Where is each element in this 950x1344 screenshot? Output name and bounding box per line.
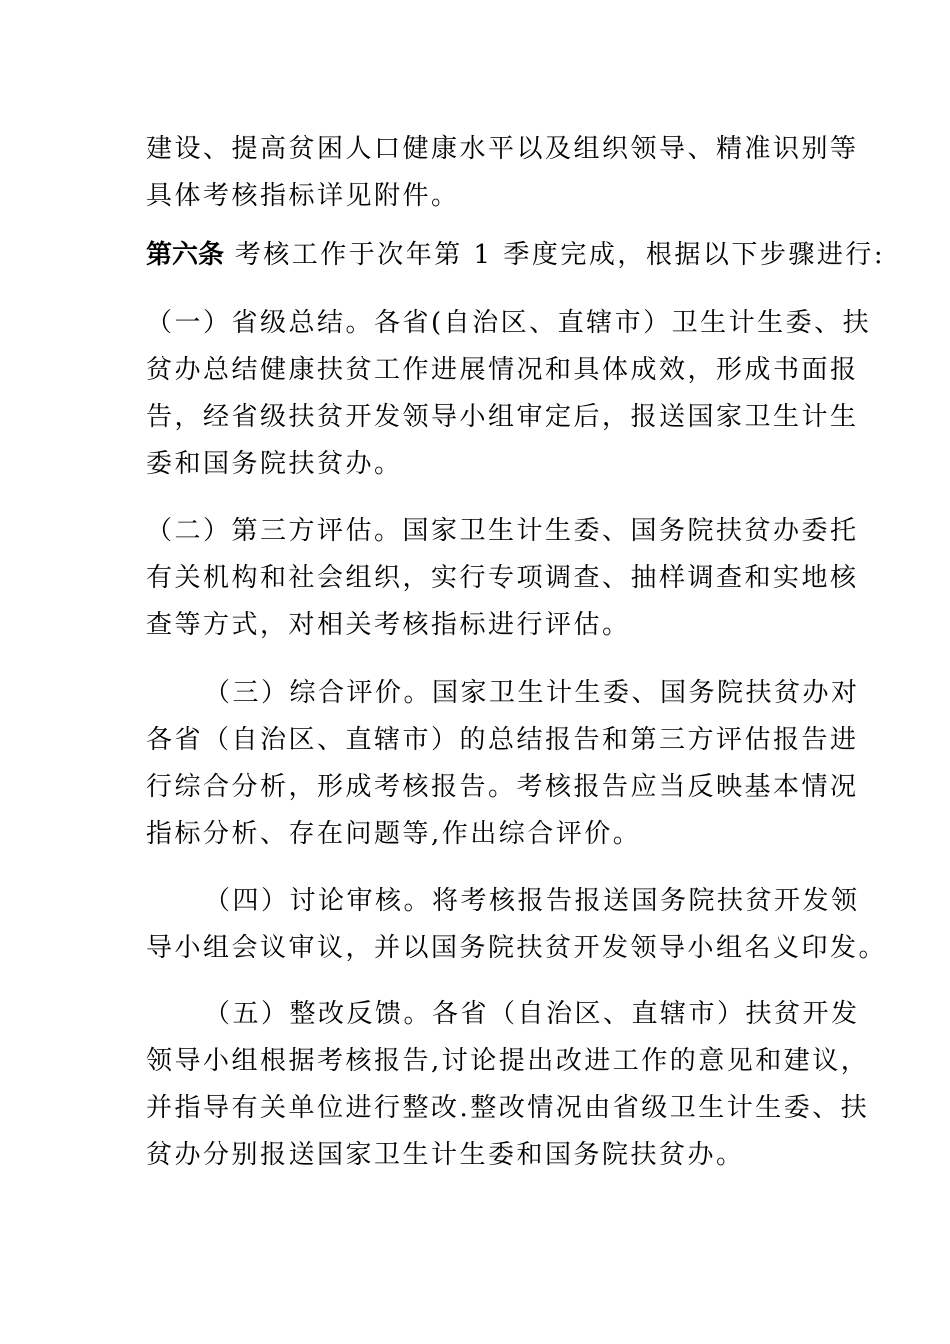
paragraph-step-three <box>146 670 860 858</box>
text-line: 委和国务院扶贫办。 <box>146 449 403 479</box>
text-line: 贫办总结健康扶贫工作进展情况和具体成效，形成书面报 <box>146 355 859 385</box>
article-text: 考核工作于次年第 1 季度完成，根据以下步骤进行: <box>224 240 886 270</box>
text-line: 指标分析、存在问题等,作出综合评价。 <box>146 819 642 849</box>
text-line: （四）讨论审核。将考核报告报送国务院扶贫开发领 <box>204 886 860 916</box>
text-line: （二）第三方评估。国家卫生计生委、国务院扶贫办委托 <box>146 516 859 546</box>
article-heading: 第六条 <box>146 240 225 270</box>
text-line: 行综合分析，形成考核报告。考核报告应当反映基本情况 <box>146 772 859 802</box>
article-six <box>146 232 886 279</box>
text-line: 建设、提高贫困人口健康水平以及组织领导、精准识别等 <box>146 134 859 164</box>
text-line: 具体考核指标详见附件。 <box>146 181 460 211</box>
text-line: （三）综合评价。国家卫生计生委、国务院扶贫办对 <box>204 678 860 708</box>
text-line: 有关机构和社会组织，实行专项调查、抽样调查和实地核 <box>146 563 859 593</box>
text-line: 并指导有关单位进行整改.整改情况由省级卫生计生委、扶 <box>146 1093 870 1123</box>
paragraph-assessment-indicators <box>146 126 859 220</box>
article-six-line <box>146 232 886 279</box>
text-line: 贫办分别报送国家卫生计生委和国务院扶贫办。 <box>146 1140 745 1170</box>
text-line: 告，经省级扶贫开发领导小组审定后，报送国家卫生计生 <box>146 402 859 432</box>
paragraph-step-one <box>146 300 872 488</box>
text-line: 领导小组根据考核报告,讨论提出改进工作的意见和建议， <box>146 1046 870 1076</box>
text-line: （五）整改反馈。各省（自治区、直辖市）扶贫开发 <box>204 999 860 1029</box>
text-line: （一）省级总结。各省(自治区、直辖市）卫生计生委、扶 <box>146 308 872 338</box>
paragraph-step-two <box>146 508 859 649</box>
text-line: 各省（自治区、直辖市）的总结报告和第三方评估报告进 <box>146 725 859 755</box>
text-line: 查等方式，对相关考核指标进行评估。 <box>146 610 631 640</box>
paragraph-step-five <box>146 991 870 1179</box>
paragraph-step-four <box>146 878 888 972</box>
text-line: 导小组会议审议，并以国务院扶贫开发领导小组名义印发。 <box>146 933 888 963</box>
